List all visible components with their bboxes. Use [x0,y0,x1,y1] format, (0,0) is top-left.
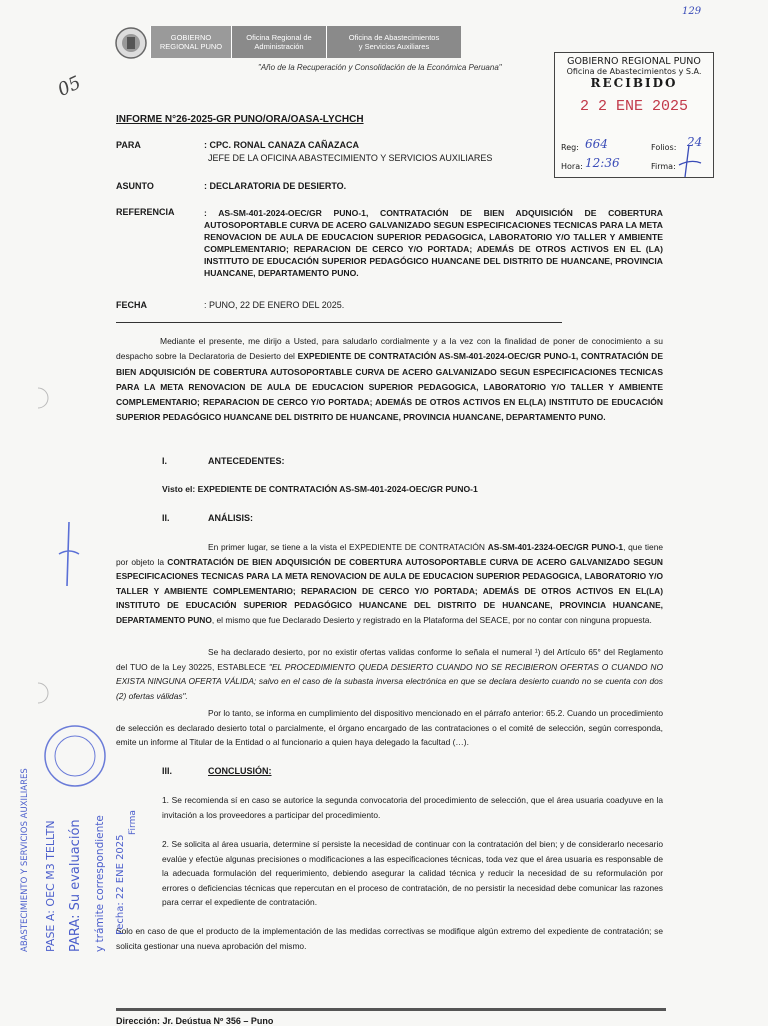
intro-paragraph [116,334,663,426]
received-stamp [554,52,714,178]
stamp-folios-value: 24 [687,135,703,149]
stamp-date: 2 2 ENE 2025 [579,98,689,115]
analisis-paragraph-2 [116,645,663,703]
para-label: PARA [116,140,141,150]
header-divider [116,322,562,323]
asunto-value: : DECLARATORIA DE DESIERTO. [204,181,347,191]
asunto-label: ASUNTO [116,181,154,191]
margin-pen-mark [55,520,85,590]
stamp-folios-label: Folios: [651,143,677,152]
stamp-reg-label: Reg: [561,143,579,152]
analisis-1-bold2: CONTRATACIÓN DE BIEN ADQUISICIÓN DE COBERTURA AUTOSOPORTABLE CURVA DE ACERO GALVANIZADO SEGUN ESPECIFICACIONES TECNICAS PARA LA META RENOVACION DE AULA DE EDUCACION SUPERIOR PEDAGOGICA, LABORATORIO Y/O TALLER Y AMBIENTE COMPLEMENTARIO; REPARACION DE CERCO Y/O PORTADA; ADEMÁS DE OTROS ACTIVOS EN EL(LA) INSTITUTO DE EDUCACIÓN SUPERIOR PEDAGÓGICO HUANCANE DEL DISTRITO DE HUANCANE, PROVINCIA HUANCANE, DEPARTAMENTO PUNO [116,556,663,625]
stamp-hora-label: Hora: [561,162,583,171]
margin-stamp-fecha: Fecha: 22 ENE 2025 [115,834,126,935]
stamp-line1: GOBIERNO REGIONAL PUNO [567,56,701,67]
punch-hole-upper [32,385,54,411]
section-3-number: III. [162,766,173,776]
margin-stamp-para: PARA: Su evaluación [68,819,83,952]
analisis-1-bold1: AS-SM-401-2324-OEC/GR PUNO-1 [487,542,624,552]
analisis-paragraph-1 [116,540,663,628]
margin-routing-stamp [8,720,118,960]
margin-stamp-firma: Firma [128,810,138,835]
visto-line: Visto el: EXPEDIENTE DE CONTRATACIÓN AS-SM-401-2024-OEC/GR PUNO-1 [162,484,478,494]
analisis-paragraph-3: Por lo tanto, se informa en cumplimiento del dispositivo mencionado en el párrafo anterior: 65.2. Cuando un procedimiento de selección es declarado desierto total o parcialmente, el órgano encargado de las contrataciones o el comité de selección, según corresponda, emite un informe al Titular de la Entidad o al funcionario a quien haya delegado la facultad (…). [116,708,663,748]
informe-number: INFORME N°26-2025-GR PUNO/ORA/OASA-LYCHCH [116,114,364,125]
referencia-label: REFERENCIA [116,207,175,217]
footer-address: Dirección: Jr. Deústua Nº 356 – Puno [116,1016,274,1026]
intro-text: Mediante el presente, me dirijo a Usted, para saludarlo cordialmente y a la vez con la finalidad de poner de conocimiento a su despacho sobre la Declaratoria de Desierto del [116,336,663,362]
section-3-title: CONCLUSIÓN: [208,766,272,776]
regional-seal-logo [114,26,148,60]
para-name: : CPC. RONAL CANAZA CAÑAZACA [204,140,359,150]
margin-stamp-pase: PASE A: OEC M3 TELLTN [44,820,57,952]
conclusion-1: 1. Se recomienda sí en caso se autorice la segunda convocatoria del procedimiento de selección, que el área usuaria coadyuve en la invitación a los proveedores a participar del procedimiento. [162,795,663,820]
header-gobierno-regional: GOBIERNO REGIONAL PUNO [150,26,231,58]
stamp-signature [675,143,705,183]
stamp-line2: Oficina de Abastecimientos y S.A. [566,67,702,76]
margin-stamp-tramite: y trámite correspondiente [94,815,106,952]
intro-bold: EXPEDIENTE DE CONTRATACIÓN AS-SM-401-2024-OEC/GR PUNO-1, CONTRATACIÓN DE BIEN ADQUISICIÓN DE COBERTURA AUTOSOPORTABLE CURVA DE ACERO GALVANIZADO SEGUN ESPECIFICACIONES TECNICAS PARA LA META RENOVACION DE AULA DE EDUCACION SUPERIOR PEDAGOGICA, LABORATORIO Y/O TALLER Y AMBIENTE COMPLEMENTARIO; REPARACION DE CERCO Y/O PORTADA; ADEMÁS DE OTROS ACTIVOS EN EL(LA) INSTITUTO DE EDUCACIÓN SUPERIOR PEDAGÓGICO HUANCANE DEL DISTRITO DE HUANCANE, PROVINCIA HUANCANE, DEPARTAMENTO PUNO. [116,351,663,423]
analisis-2-quote: "EL PROCEDIMIENTO QUEDA DESIERTO CUANDO NO SE RECIBIERON OFERTAS O CUANDO NO EXISTA NINGUNA OFERTA VÁLIDA; salvo en el caso de la subasta inversa electrónica en que se declara desierto cuando no se cuenta con dos (2) ofertas válidas". [116,661,663,701]
margin-stamp-line1: ABASTECIMIENTO Y SERVICIOS AUXILIARES [20,768,30,952]
section-2-title: ANÁLISIS: [208,513,253,523]
fecha-value: : PUNO, 22 DE ENERO DEL 2025. [204,300,345,310]
analisis-1-mid: , que tiene por objeto la [116,542,664,567]
margin-round-seal [42,720,108,792]
page-number-handwritten: 129 [682,6,702,17]
section-1-number: I. [162,456,168,466]
analisis-1-pre: En primer lugar, se tiene a la vista el EXPEDIENTE DE CONTRATACIÓN [208,542,488,552]
header-oficina-abastecimientos: Oficina de Abastecimientos y Servicios Auxiliares [326,26,461,58]
stamp-recibido: RECIBIDO [590,76,678,90]
section-2-number: II. [162,513,170,523]
conclusion-2: 2. Se solicita al área usuaria, determine sí persiste la necesidad de continuar con la contratación del bien; y de considerarlo necesario evalúe y efectúe algunas precisiones o modificaciones a las especificaciones técnicas, toda vez que el área usuaria es responsable de la adecuada formulación del requerimiento, debiendo asegurar la calidad técnica y reducir la necesidad de su reformulación por errores o deficiencias técnicas que repercutan en el proceso de contratación, de no persistir la necesidad debe comunicar las razones para cerrar el expediente de contratación. [162,839,663,908]
analisis-2-pre: Se ha declarado desierto, por no existir ofertas validas conforme lo señala el numeral ¹) del Artículo 65° del Reglamento del TUO de la Ley 30225, ESTABLECE [116,647,663,672]
stamp-hora-value: 12:36 [585,156,620,170]
margin-note-top-left: 05 [54,72,85,101]
fecha-label: FECHA [116,300,147,310]
para-position: JEFE DE LA OFICINA ABASTECIMIENTO Y SERVICIOS AUXILIARES [208,153,493,163]
footer-rule [116,1008,666,1011]
punch-hole-lower [32,680,54,706]
final-paragraph: Solo en caso de que el producto de la implementación de las medidas correctivas se modifique algún extremo del expediente de contratación; se solicita gestionar una nueva aprobación del mismo. [116,926,663,951]
stamp-reg-value: 664 [585,137,608,151]
analisis-1-post: , el mismo que fue Declarado Desierto y registrado en la Plataforma del SEACE, por no contar con ninguna propuesta. [211,614,652,625]
year-slogan: "Año de la Recuperación y Consolidación de la Económica Peruana" [258,63,502,72]
header-oficina-administracion: Oficina Regional de Administración [231,26,326,58]
stamp-firma-label: Firma: [651,162,676,171]
section-1-title: ANTECEDENTES: [208,456,285,466]
referencia-value: : AS-SM-401-2024-OEC/GR PUNO-1, CONTRATACIÓN DE BIEN ADQUISICIÓN DE COBERTURA AUTOSOPORTABLE CURVA DE ACERO GALVANIZADO SEGUN ESPECIFICACIONES TECNICAS PARA LA META RENOVACION DE AULA DE EDUCACION SUPERIOR PEDAGOGICA, LABORATORIO Y/O TALLER Y AMBIENTE COMPLEMENTARIO; REPARACION DE CERCO Y/O PORTADA; ADEMÁS DE OTROS ACTIVOS EN EL (LA) INSTITUTO DE EDUCACIÓN SUPERIOR PEDAGÓGICO HUANCANE DEL DISTRITO DE HUANCANE, PROVINCIA HUANCANE, DEPARTAMENTO PUNO. [204,208,663,278]
